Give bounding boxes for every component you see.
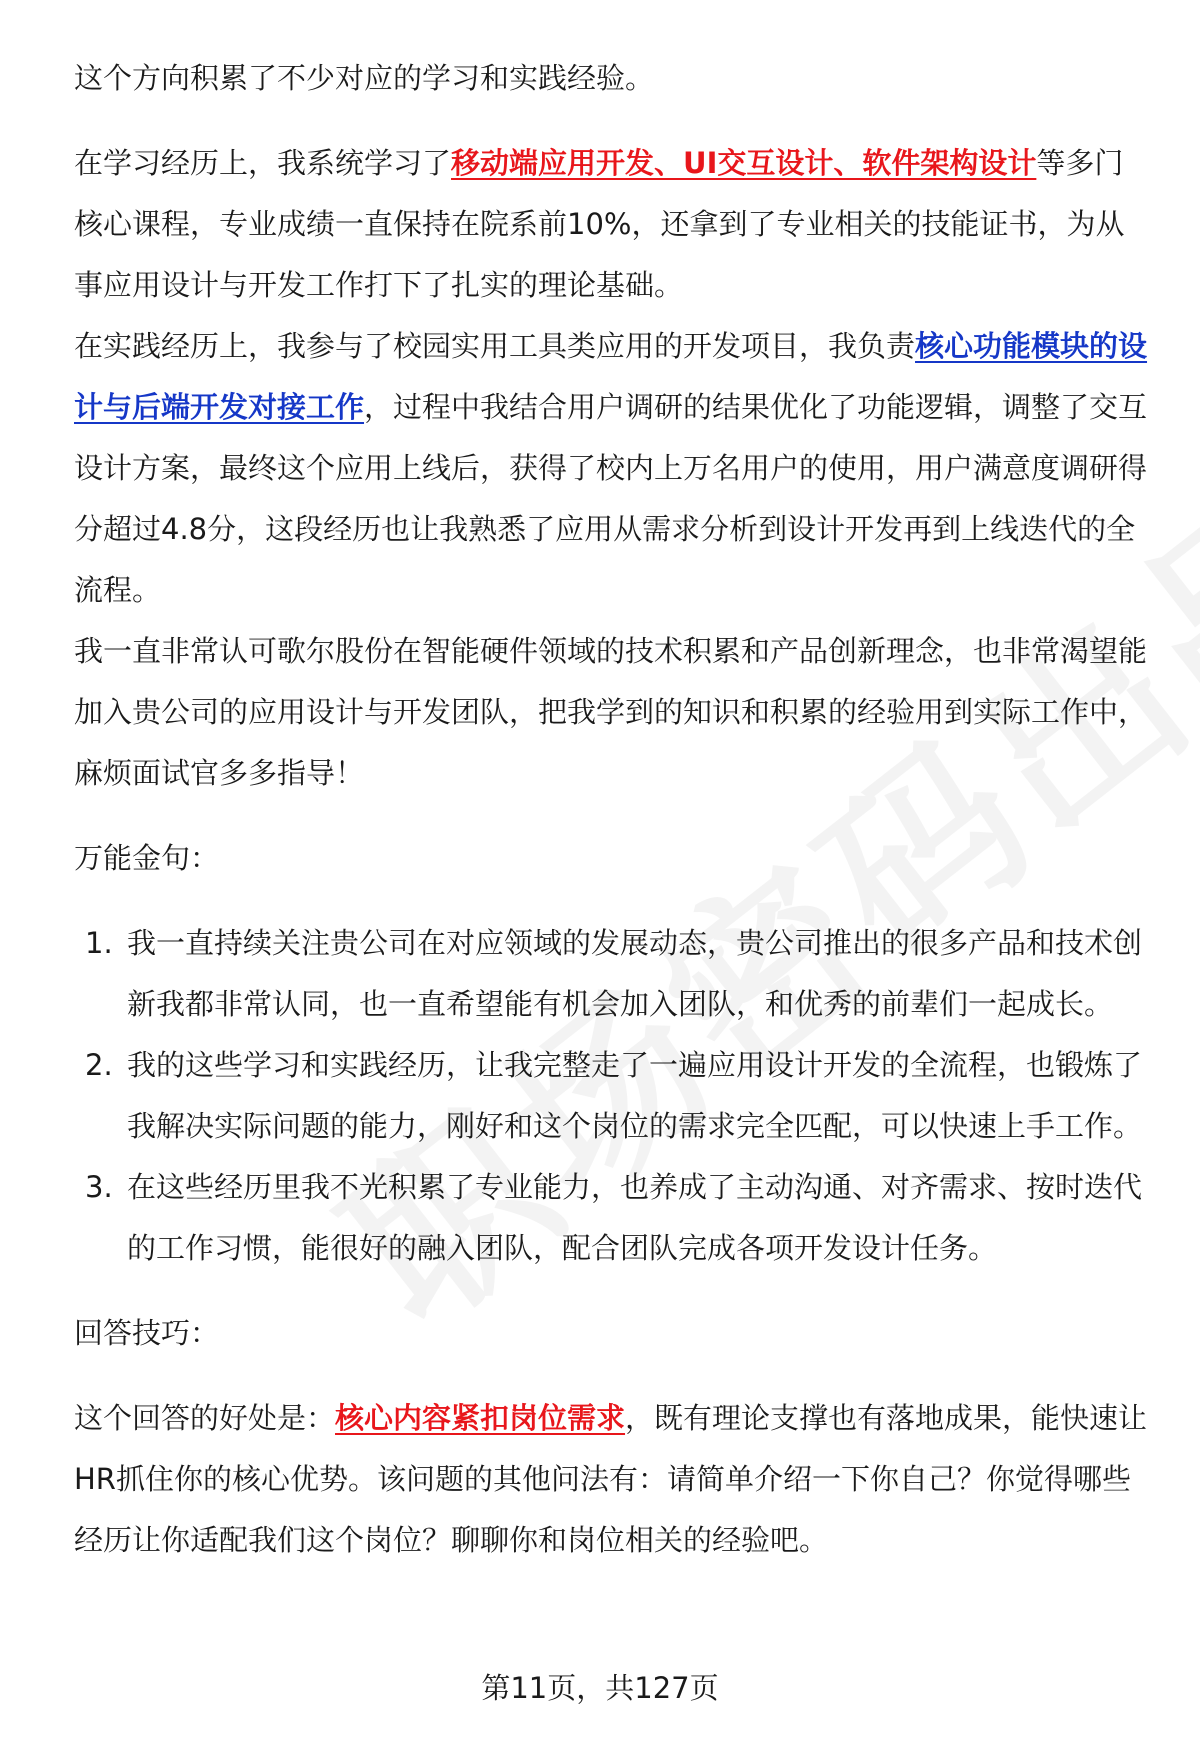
practice-suffix: ，过程中我结合用户调研的结果优化了功能逻辑，调整了交互设计方案，最终这个应用上线后，获得了校内上万名用户的使用，用户满意度调研得分超过4.8分，这段经历也让我熟悉了应用从需求分析到设计开发再到上线迭代的全流程。 [74, 390, 1148, 607]
page-number-footer: 第11页，共127页 [481, 1671, 719, 1705]
list-item-text: 我的这些学习和实践经历，让我完整走了一遍应用设计开发的全流程，也锻炼了我解决实际问题的能力，刚好和这个岗位的需求完全匹配，可以快速上手工作。 [127, 1048, 1143, 1143]
golden-list [74, 913, 1150, 1279]
study-prefix: 在学习经历上，我系统学习了 [74, 146, 452, 180]
practice-highlight: 核心功能模块的设计与后端开发对接工作 [74, 329, 1148, 424]
list-item-text: 我一直持续关注贵公司在对应领域的发展动态，贵公司推出的很多产品和技术创新我都非常认同，也一直希望能有机会加入团队，和优秀的前辈们一起成长。 [127, 926, 1143, 1021]
tips-suffix: ，既有理论支撑也有落地成果，能快速让HR抓住你的核心优势。该问题的其他问法有：请简单介绍一下你自己？你觉得哪些经历让你适配我们这个岗位？聊聊你和岗位相关的经验吧。 [74, 1401, 1148, 1557]
study-suffix: 等多门核心课程，专业成绩一直保持在院系前10%，还拿到了专业相关的技能证书，为从事应用设计与开发工作打下了扎实的理论基础。 [74, 146, 1125, 302]
practice-paragraph [74, 316, 1150, 621]
document-body [74, 48, 1150, 1571]
practice-prefix: 在实践经历上，我参与了校园实用工具类应用的开发项目，我负责 [74, 329, 916, 363]
golden-heading: 万能金句： [74, 841, 220, 875]
list-item [74, 913, 1150, 1035]
list-item [74, 1035, 1150, 1157]
tips-paragraph [74, 1388, 1150, 1571]
list-item-number: 3. [85, 1170, 113, 1204]
tips-highlight: 核心内容紧扣岗位需求 [335, 1401, 626, 1435]
tips-prefix: 这个回答的好处是： [74, 1401, 336, 1435]
intro-paragraph: 这个方向积累了不少对应的学习和实践经验。 [74, 61, 655, 95]
list-item-number: 2. [85, 1048, 113, 1082]
study-paragraph [74, 133, 1150, 316]
list-item-number: 1. [85, 926, 113, 960]
closing-paragraph: 我一直非常认可歌尔股份在智能硬件领域的技术积累和产品创新理念，也非常渴望能加入贵公司的应用设计与开发团队，把我学到的知识和积累的经验用到实际工作中，麻烦面试官多多指导！ [74, 634, 1148, 790]
tips-heading: 回答技巧： [74, 1316, 220, 1350]
list-item-text: 在这些经历里我不光积累了专业能力，也养成了主动沟通、对齐需求、按时迭代的工作习惯，能很好的融入团队，配合团队完成各项开发设计任务。 [127, 1170, 1143, 1265]
list-item [74, 1157, 1150, 1279]
study-highlight: 移动端应用开发、UI交互设计、软件架构设计 [451, 146, 1037, 180]
